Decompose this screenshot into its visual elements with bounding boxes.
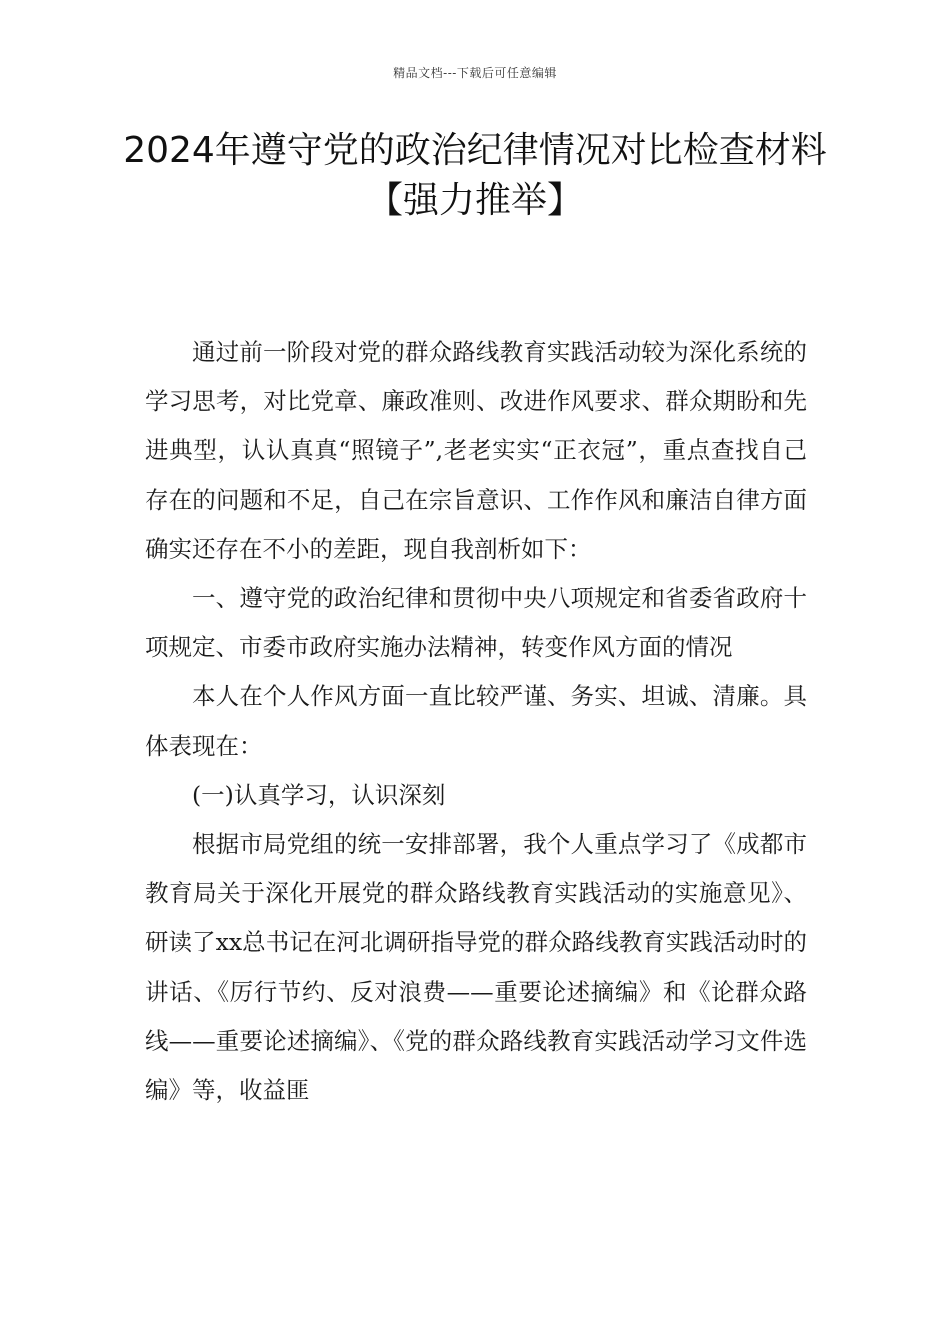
document-body xyxy=(145,328,807,1115)
paragraph-subheading: (一)认真学习，认识深刻 xyxy=(192,780,446,809)
paragraph-personal-style: 本人在个人作风方面一直比较严谨、务实、坦诚、清廉。具体表现在： xyxy=(145,682,807,760)
paragraph-intro: 通过前一阶段对党的群众路线教育实践活动较为深化系统的学习思考，对比党章、廉政准则、改进作风要求、群众期盼和先进典型，认认真真“照镜子”,老老实实“正衣冠”，重点查找自己存在的问题和不足，自己在宗旨意识、工作作风和廉洁自律方面确实还存在不小的差距，现自我剖析如下： xyxy=(145,338,807,563)
document-title: 2024年遵守党的政治纪律情况对比检查材料【强力推举】 xyxy=(123,130,827,221)
paragraph-study: 根据市局党组的统一安排部署，我个人重点学习了《成都市教育局关于深化开展党的群众路线教育实践活动的实施意见》、研读了xx总书记在河北调研指导党的群众路线教育实践活动时的讲话、《厉行节约、反对浪费——重要论述摘编》和《论群众路线——重要论述摘编》、《党的群众路线教育实践活动学习文件选编》等，收益匪 xyxy=(145,830,807,1105)
paragraph-section-heading: 一、遵守党的政治纪律和贯彻中央八项规定和省委省政府十项规定、市委市政府实施办法精神，转变作风方面的情况 xyxy=(145,584,807,662)
header-note: 精品文档---下载后可任意编辑 xyxy=(393,66,557,80)
